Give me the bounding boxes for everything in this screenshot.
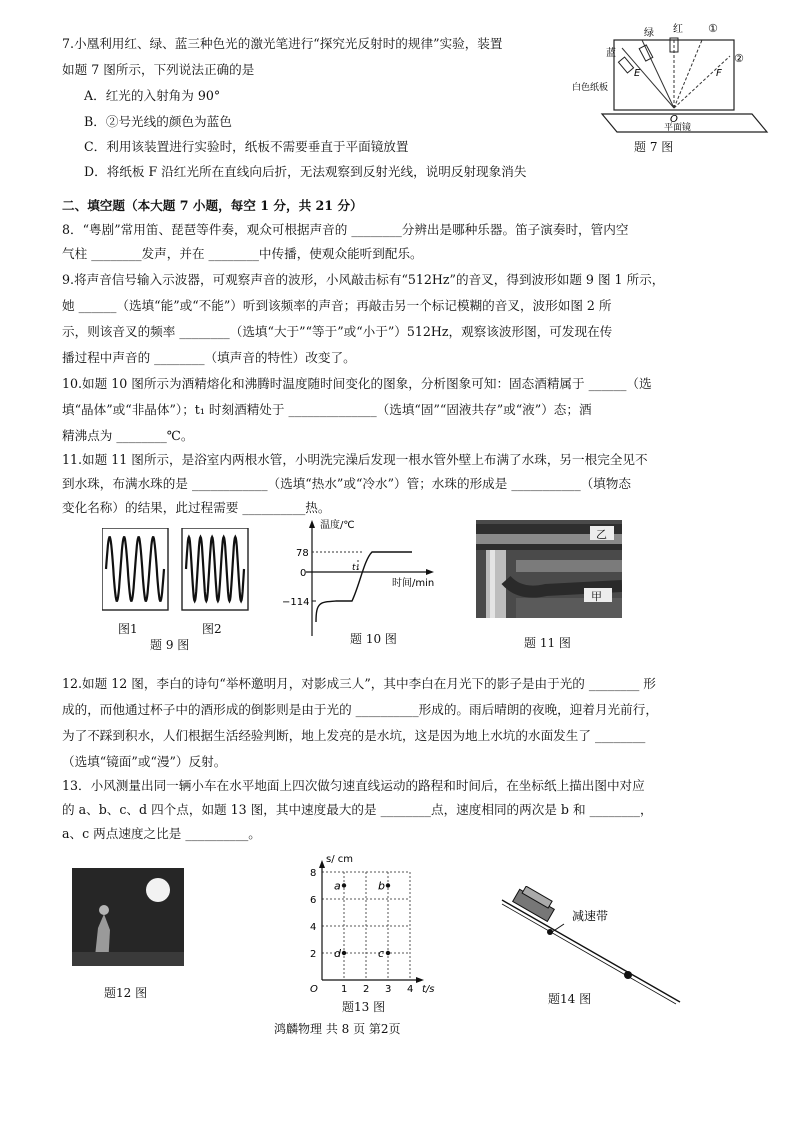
- fig10-ylabel: 温度/℃: [320, 520, 355, 531]
- fig10-xlabel: 时间/min: [392, 578, 435, 589]
- fig14-cart: [513, 886, 558, 921]
- q13-line3: a、c 两点速度之比是 __________。: [62, 826, 261, 841]
- q12-line3: 为了不踩到积水，人们根据生活经验判断，地上发亮的是水坑，这是因为地上水坑的水面发生了 ________: [62, 728, 646, 743]
- fig13-caption: 题13 图: [342, 1000, 386, 1014]
- section-title: 二、填空题（本大题 7 小题，每空 1 分，共 21 分）: [62, 198, 363, 213]
- q12-line1: 12.如题 12 图，李白的诗句“举杯邀明月，对影成三人”，其中李白在月光下的影子是由于光的 ________ 形: [62, 676, 656, 691]
- fig13-xtick: 2: [363, 984, 370, 994]
- fig10-label-t1: t₁: [352, 563, 360, 573]
- fig9-caption: 题 9 图: [150, 638, 190, 652]
- fig13-xtick: 4: [407, 984, 414, 994]
- fig10-caption: 题 10 图: [350, 632, 397, 646]
- fig7-label-f: F: [716, 68, 722, 79]
- q7-option-c: C．利用该装置进行实验时，纸板不需要垂直于平面镜放置: [84, 139, 409, 154]
- fig13-origin: O: [310, 984, 318, 994]
- q11-line3: 变化名称）的结果，此过程需要 __________热。: [62, 500, 331, 515]
- fig11-photo: [476, 520, 622, 618]
- fig7-caption: 题 7 图: [634, 140, 674, 154]
- fig7-label-board: 白色纸板: [572, 83, 609, 93]
- fig12-photo: [72, 868, 184, 966]
- fig13-point-label-c: c: [378, 947, 385, 960]
- q7-stem-line2: 如题 7 图所示，下列说法正确的是: [62, 62, 255, 77]
- fig13-ytick: 4: [310, 922, 317, 933]
- q8-line2: 气柱 ________发声，并在 ________中传播，使观众能听到配乐。: [62, 246, 423, 261]
- fig9-wave-1: [106, 537, 164, 601]
- q13-line2: 的 a、b、c、d 四个点，如题 13 图，其中速度最大的是 ________点，速度相同的两次是 b 和 ________，: [62, 802, 653, 817]
- fig10-chart: [280, 514, 440, 638]
- fig13-grid: [310, 868, 413, 994]
- fig13-xtick: 3: [385, 984, 392, 994]
- fig7-label-ray1: ①: [708, 22, 718, 35]
- fig9-caption-1: 图1: [118, 622, 138, 636]
- fig10-tick-neg114: −114: [282, 597, 310, 608]
- q10-line3: 精沸点为 ________℃。: [62, 428, 194, 443]
- q7-option-d: D．将纸板 F 沿红光所在直线向后折，无法观察到反射光线，说明反射现象消失: [84, 164, 527, 179]
- fig13-chart: [300, 852, 460, 994]
- fig13-point-b: [386, 883, 390, 887]
- q9-line4: 播过程中声音的 ________（填声音的特性）改变了。: [62, 350, 356, 365]
- q10-line1: 10.如题 10 图所示为酒精熔化和沸腾时温度随时间变化的图象，分析图象可知：固态酒精属于 ______（选: [62, 376, 652, 391]
- fig14-ramp: [498, 886, 684, 1006]
- fig14-label: 减速带: [572, 909, 609, 923]
- fig12-caption: 题12 图: [104, 986, 148, 1000]
- q7-stem-line1: 7.小凰利用红、绿、蓝三种色光的激光笔进行“探究光反射时的规律”实验，装置: [62, 36, 503, 51]
- fig13-point-label-a: a: [334, 879, 341, 893]
- fig13-xlabel: t/s: [422, 984, 435, 994]
- fig7-label-ray2: ②: [734, 52, 744, 65]
- q11-line1: 11.如题 11 图所示，是浴室内两根水管，小明洗完澡后发现一根水管外壁上布满了水珠，另一根完全见不: [62, 452, 648, 467]
- fig7-label-o: O: [670, 114, 678, 125]
- q7-option-a: A．红光的入射角为 90°: [84, 88, 221, 103]
- q12-line4: （选填“镜面”或“漫”）反射。: [62, 754, 227, 769]
- fig13-ytick: 8: [310, 868, 317, 879]
- fig13-point-a: [342, 883, 346, 887]
- fig14-bump-2: [624, 971, 632, 979]
- fig13-point-label-d: d: [334, 947, 341, 960]
- q9-line2: 她 ______（选填“能”或“不能”）听到该频率的声音；再敲击另一个标记模糊的音叉，波形如图 2 所: [62, 298, 612, 313]
- q11-line2: 到水珠，布满水珠的是 ____________（选填“热水”或“冷水”）管；水珠的形成是 ___________（填物态: [62, 476, 631, 491]
- fig11-label-yi: 乙: [596, 528, 607, 541]
- fig13-xtick: 1: [341, 984, 348, 994]
- page-footer: 鸿麟物理 共 8 页 第2页: [274, 1022, 401, 1036]
- fig7-label-e: E: [634, 68, 641, 79]
- fig7-label-blue: 蓝: [606, 48, 616, 59]
- q13-line1: 13．小风测量出同一辆小车在水平地面上四次做匀速直线运动的路程和时间后，在坐标纸上描出图中对应: [62, 778, 645, 793]
- fig7-apparatus: [572, 10, 772, 150]
- fig9-waveforms: [102, 528, 252, 612]
- fig10-tick-0: 0: [300, 568, 307, 579]
- q7-option-b: B．②号光线的颜色为蓝色: [84, 114, 232, 129]
- fig13-point-c: [386, 951, 390, 955]
- fig13-ytick: 2: [310, 949, 317, 960]
- q9-line1: 9.将声音信号输入示波器，可观察声音的波形，小风敲击标有“512Hz”的音叉，得到波形如题 9 图 1 所示，: [62, 272, 665, 287]
- q9-line3: 示，则该音叉的频率 ________（选填“大于”“等于”或“小于”）512Hz，观察该波形图，可发现在传: [62, 324, 613, 339]
- fig7-label-red: 红: [673, 24, 683, 35]
- q10-line2: 填“晶体”或“非晶体”）；t₁ 时刻酒精处于 ______________（选填“固”“固液共存”或“液”）态；酒: [62, 402, 592, 417]
- q12-line2: 成的，而他通过杯子中的酒形成的倒影则是由于光的 __________形成的。雨后晴朗的夜晚，迎着月光前行，: [62, 702, 658, 717]
- fig7-label-green: 绿: [644, 28, 654, 39]
- fig13-point-d: [342, 951, 346, 955]
- fig9-caption-2: 图2: [202, 622, 222, 636]
- q8-line1: 8．“粤剧”常用笛、琵琶等件奏，观众可根据声音的 ________分辨出是哪种乐器。笛子演奏时，管内空: [62, 222, 629, 237]
- fig13-ytick: 6: [310, 895, 317, 906]
- fig9-wave-2: [186, 537, 244, 601]
- fig11-label-jia: 甲: [591, 590, 602, 603]
- fig7-label-mirror: 平面镜: [664, 123, 692, 133]
- fig11-caption: 题 11 图: [524, 636, 571, 650]
- fig14-caption: 题14 图: [548, 992, 592, 1006]
- fig13-point-label-b: b: [378, 879, 385, 893]
- fig10-tick-78: 78: [296, 548, 309, 559]
- fig13-ylabel: s/ cm: [326, 854, 353, 865]
